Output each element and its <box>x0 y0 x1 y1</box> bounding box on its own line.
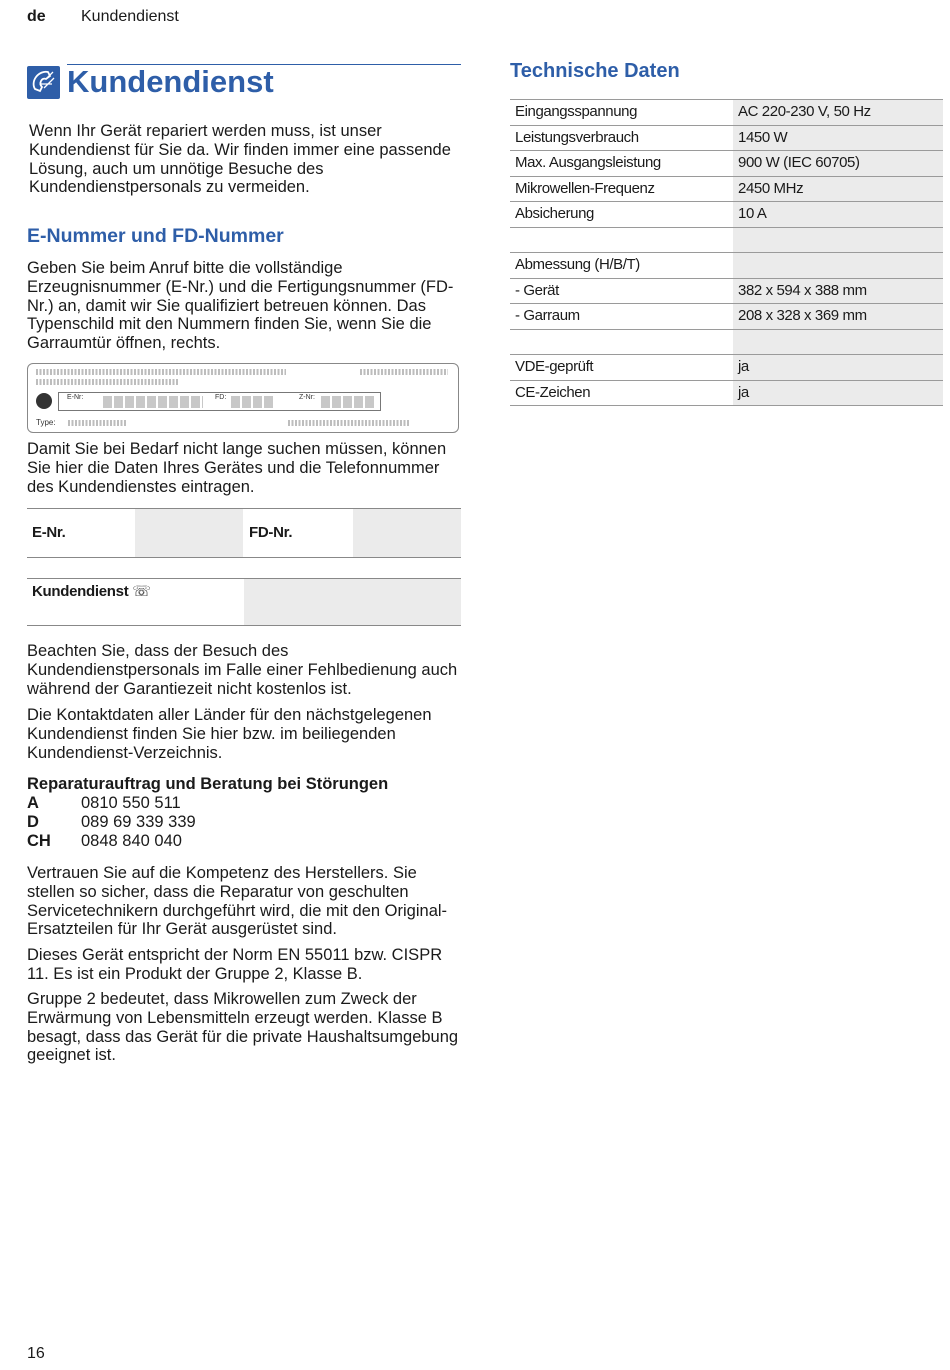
tech-label <box>510 228 732 253</box>
intro-paragraph: Wenn Ihr Gerät repariert werden muss, ist unser Kundendienst für Sie da. Wir finden immer eine passende Lösung, auch um unnötige Besuche des Kundendienstpersonals zu vermeiden. <box>29 122 451 197</box>
service-label <box>32 582 151 600</box>
telephone-icon: ☏ <box>132 583 151 600</box>
closing-paragraph-1: Vertrauen Sie auf die Kompetenz des Herstellers. Sie stellen so sicher, dass die Reparatur von geschulten Servicetechnikern durchgeführt wird, die mit den Original-Ersatzteilen für Ihr Gerät ausgerüstet sind. <box>27 864 448 939</box>
language-code: de <box>27 8 46 25</box>
hotline-country: A <box>27 794 39 812</box>
service-field <box>244 579 461 625</box>
tech-row <box>510 380 943 407</box>
hotline-number: 0848 840 040 <box>81 832 182 850</box>
note-paragraph-1: Beachten Sie, dass der Besuch des Kundendienstpersonals im Falle einer Fehlbedienung auch während der Garantiezeit nicht kostenlos ist. <box>27 642 458 698</box>
closing-paragraph-2: Dieses Gerät entspricht der Norm EN 55011 bzw. CISPR 11. Es ist ein Produkt der Gruppe 2, Klasse B. <box>27 946 443 983</box>
tech-label: Abmessung (H/B/T) <box>515 256 640 273</box>
tech-label: Mikrowellen-Frequenz <box>515 179 655 197</box>
hotline-country: D <box>27 813 39 831</box>
tech-value: 1450 W <box>733 126 943 151</box>
page-number: 16 <box>27 1345 45 1362</box>
plate-text-line <box>360 369 448 375</box>
brand-logo-icon <box>36 393 52 409</box>
tech-data-table <box>510 99 943 406</box>
e-nr-label: E-Nr. <box>32 524 66 541</box>
tech-value: 208 x 328 x 369 mm <box>733 304 943 329</box>
hotline-row <box>27 794 461 813</box>
number-entry-row <box>27 508 461 558</box>
tech-label: VDE-geprüft <box>515 358 594 375</box>
fd-nr-field <box>353 509 461 557</box>
tech-row <box>510 354 943 380</box>
tech-label: Max. Ausgangsleistung <box>515 154 661 171</box>
tech-value: 2450 MHz <box>733 177 943 202</box>
plate-e-value <box>103 396 203 408</box>
service-label-text: Kundendienst <box>32 583 129 600</box>
phone-handset-icon <box>27 66 60 99</box>
closing-paragraph-3: Gruppe 2 bedeutet, dass Mikrowellen zum Zweck der Erwärmung von Lebensmitteln erzeugt werden. Klasse B besagt, dass das Gerät für die private Haushaltsumgebung geeignet ist. <box>27 990 459 1065</box>
hotline-heading: Reparaturauftrag und Beratung bei Störungen <box>27 775 389 793</box>
numbers-paragraph: Geben Sie beim Anruf bitte die vollständige Erzeugnisnummer (E-Nr.) und die Fertigungsnummer (FD-Nr.) an, damit wir Sie qualifiziert betreuen können. Das Typenschild mit den Nummern finden Sie, wenn Sie die Garraumtür öffnen, rechts. <box>27 259 454 353</box>
plate-text-line <box>288 420 410 426</box>
e-nr-field <box>135 509 243 557</box>
note-paragraph-2: Die Kontaktdaten aller Länder für den nächstgelegenen Kundendienst finden Sie hier bzw. im beiliegenden Kundendienst-Verzeichnis. <box>27 706 432 762</box>
tech-value: 10 A <box>733 202 943 227</box>
tech-label <box>510 330 732 355</box>
tech-row <box>510 99 943 125</box>
hotline-block <box>27 775 461 851</box>
page-title: Kundendienst <box>67 64 274 99</box>
tech-row <box>510 252 943 278</box>
running-header-title: Kundendienst <box>81 8 179 25</box>
tech-row <box>510 303 943 329</box>
plate-text-line <box>36 369 286 375</box>
hotline-number: 0810 550 511 <box>81 794 181 812</box>
hotline-number: 089 69 339 339 <box>81 813 196 831</box>
plate-z-value <box>321 396 376 408</box>
tech-label: Absicherung <box>515 205 594 222</box>
tech-label: - Garraum <box>515 307 580 324</box>
plate-type-value <box>68 420 126 426</box>
tech-value <box>733 330 943 355</box>
plate-fd-value <box>231 396 273 408</box>
plate-fd-label: FD: <box>215 394 227 401</box>
tech-value <box>733 228 943 253</box>
section-title-block <box>27 64 461 100</box>
tech-value: ja <box>733 381 943 406</box>
tech-row <box>510 201 943 227</box>
tech-label: CE-Zeichen <box>515 383 591 401</box>
numbers-heading: E-Nummer und FD-Nummer <box>27 225 284 247</box>
tech-row <box>510 278 943 304</box>
tech-row <box>510 150 943 176</box>
tech-label: - Gerät <box>515 281 559 299</box>
plate-type-label: Type: <box>36 418 56 427</box>
tech-row <box>510 329 943 355</box>
plate-text-line <box>36 379 178 385</box>
tech-value: AC 220-230 V, 50 Hz <box>733 100 943 125</box>
plate-z-label: Z-Nr: <box>299 394 315 401</box>
plate-e-label: E-Nr: <box>67 394 84 401</box>
plate-number-box <box>58 392 381 411</box>
service-entry-row <box>27 578 461 626</box>
hotline-country: CH <box>27 832 51 850</box>
tech-row <box>510 176 943 202</box>
fd-nr-label: FD-Nr. <box>249 524 293 541</box>
rating-plate-illustration <box>27 363 459 433</box>
tech-row <box>510 227 943 253</box>
tech-value: ja <box>733 355 943 380</box>
device-data-table <box>27 508 461 626</box>
tech-label: Leistungsverbrauch <box>515 128 639 146</box>
tech-value: 900 W (IEC 60705) <box>733 151 943 176</box>
tech-row <box>510 125 943 151</box>
entry-note: Damit Sie bei Bedarf nicht lange suchen müssen, können Sie hier die Daten Ihres Gerätes und die Telefonnummer des Kundendienstes eintragen. <box>27 440 447 496</box>
hotline-row <box>27 832 461 851</box>
tech-data-heading: Technische Daten <box>510 60 680 82</box>
tech-value: 382 x 594 x 388 mm <box>733 279 943 304</box>
tech-value <box>733 253 943 278</box>
tech-label: Eingangsspannung <box>515 103 638 120</box>
hotline-row <box>27 813 461 832</box>
